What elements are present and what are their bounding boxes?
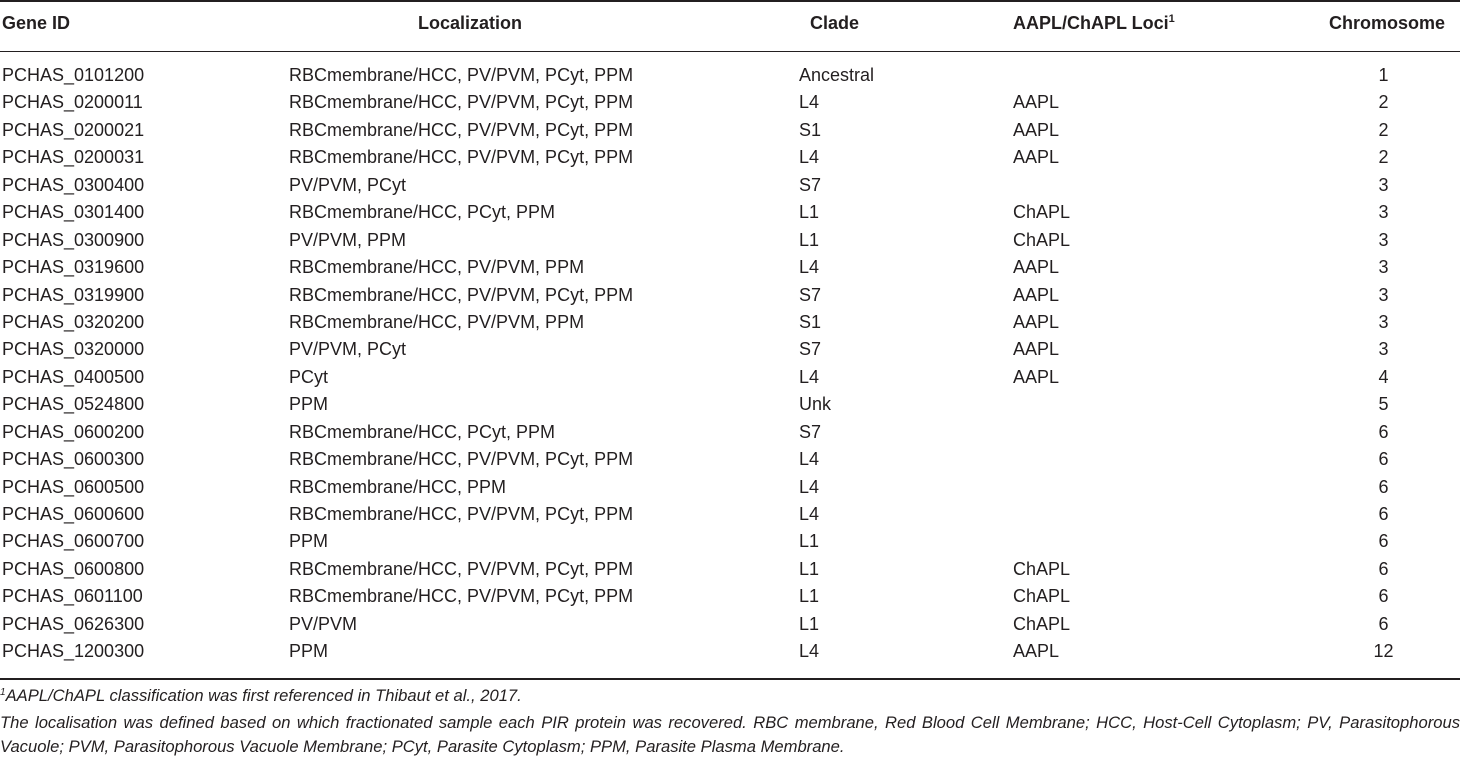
cell-gene-id: PCHAS_0319600 — [2, 257, 145, 278]
table-row — [0, 501, 1460, 528]
table-row — [0, 419, 1460, 446]
header-clade: Clade — [810, 13, 860, 33]
cell-gene-id: PCHAS_0319900 — [2, 284, 145, 305]
cell-loci: AAPL — [1013, 147, 1060, 168]
footnote-1 — [0, 684, 1460, 711]
header-chromosome: Chromosome — [1329, 13, 1446, 33]
table-row — [0, 89, 1460, 116]
cell-localization: RBCmembrane/HCC, PV/PVM, PCyt, PPM — [289, 284, 634, 305]
cell-clade: S7 — [799, 421, 822, 442]
cell-gene-id: PCHAS_0600700 — [2, 531, 145, 552]
cell-localization: RBCmembrane/HCC, PPM — [289, 476, 507, 497]
cell-clade: S1 — [799, 311, 822, 332]
footnote-2: The localisation was defined based on which fractionated sample each PIR protein was recovered. RBC membrane, Red Blood Cell Membrane; HCC, Host-Cell Cytoplasm; PV, Parasitophorous Vacuole; PVM, Parasitophorous Vacuole Membrane; PCyt, Parasite Cytoplasm; PPM, Parasite Plasma Membrane. — [0, 713, 1460, 756]
cell-gene-id: PCHAS_0301400 — [2, 202, 145, 223]
cell-clade: S1 — [799, 119, 822, 140]
table-row — [0, 528, 1460, 555]
table-row — [0, 254, 1460, 281]
cell-gene-id: PCHAS_0600200 — [2, 421, 145, 442]
footnote-1-text: AAPL/ChAPL classification was first referenced in Thibaut et al., 2017. — [5, 686, 522, 705]
footnote-1-marker: 1 — [0, 687, 6, 698]
cell-clade: L1 — [799, 558, 820, 579]
table-row — [0, 144, 1460, 171]
cell-clade: L1 — [799, 229, 820, 250]
cell-chromosome: 6 — [1378, 504, 1389, 524]
header-loci-footnote-marker: 1 — [1168, 13, 1175, 25]
cell-gene-id: PCHAS_0600500 — [2, 476, 145, 497]
cell-gene-id: PCHAS_0320200 — [2, 311, 145, 332]
cell-gene-id: PCHAS_0300900 — [2, 229, 145, 250]
header-loci-label: AAPL/ChAPL Loci — [1013, 13, 1169, 33]
cell-clade: L1 — [799, 202, 820, 223]
cell-clade: L4 — [799, 641, 820, 662]
cell-chromosome: 3 — [1378, 202, 1389, 223]
cell-gene-id: PCHAS_0320000 — [2, 339, 145, 360]
cell-localization: PV/PVM — [289, 613, 358, 634]
cell-chromosome: 3 — [1378, 311, 1389, 332]
cell-chromosome: 5 — [1378, 394, 1389, 415]
table-row — [0, 199, 1460, 226]
cell-loci: ChAPL — [1013, 586, 1071, 607]
cell-localization: PV/PVM, PPM — [289, 229, 407, 250]
cell-loci: AAPL — [1013, 311, 1060, 332]
cell-clade: L4 — [799, 257, 820, 278]
cell-gene-id: PCHAS_0626300 — [2, 613, 145, 634]
cell-localization: PCyt — [289, 366, 329, 387]
cell-localization: RBCmembrane/HCC, PCyt, PPM — [289, 202, 556, 223]
cell-clade: L4 — [799, 147, 820, 168]
cell-localization: RBCmembrane/HCC, PV/PVM, PCyt, PPM — [289, 119, 634, 140]
cell-loci: AAPL — [1013, 92, 1060, 113]
cell-clade: S7 — [799, 339, 822, 360]
cell-clade: S7 — [799, 284, 822, 305]
header-gene-id: Gene ID — [2, 13, 71, 33]
table-body — [0, 62, 1460, 666]
table-row — [0, 227, 1460, 254]
cell-gene-id: PCHAS_0601100 — [2, 586, 143, 607]
cell-loci: AAPL — [1013, 284, 1060, 305]
cell-loci: ChAPL — [1013, 202, 1071, 223]
cell-loci: AAPL — [1013, 366, 1060, 387]
table-row — [0, 117, 1460, 144]
cell-gene-id: PCHAS_0200021 — [2, 119, 145, 140]
cell-chromosome: 6 — [1378, 476, 1389, 497]
cell-clade: L4 — [799, 92, 820, 113]
cell-chromosome: 2 — [1378, 119, 1389, 140]
cell-chromosome: 2 — [1378, 92, 1389, 113]
table-row — [0, 364, 1460, 391]
cell-localization: PV/PVM, PCyt — [289, 174, 407, 195]
cell-localization: PPM — [289, 394, 329, 415]
cell-chromosome: 6 — [1378, 421, 1389, 442]
table-row — [0, 556, 1460, 583]
cell-chromosome: 6 — [1378, 449, 1389, 470]
cell-gene-id: PCHAS_0200011 — [2, 92, 143, 113]
cell-gene-id: PCHAS_0101200 — [2, 65, 145, 85]
cell-gene-id: PCHAS_1200300 — [2, 641, 145, 662]
cell-clade: Unk — [799, 394, 832, 415]
cell-localization: PPM — [289, 531, 329, 552]
cell-clade: L4 — [799, 476, 820, 497]
cell-chromosome: 1 — [1378, 65, 1389, 85]
cell-loci: AAPL — [1013, 339, 1060, 360]
table-bottom-rule — [0, 678, 1460, 680]
cell-chromosome: 6 — [1378, 558, 1389, 579]
cell-chromosome: 3 — [1378, 174, 1389, 195]
cell-gene-id: PCHAS_0600600 — [2, 504, 145, 524]
cell-clade: L1 — [799, 586, 820, 607]
cell-gene-id: PCHAS_0200031 — [2, 147, 145, 168]
cell-chromosome: 6 — [1378, 586, 1389, 607]
cell-chromosome: 3 — [1378, 284, 1389, 305]
cell-localization: RBCmembrane/HCC, PV/PVM, PCyt, PPM — [289, 558, 634, 579]
cell-loci: AAPL — [1013, 257, 1060, 278]
cell-loci: ChAPL — [1013, 613, 1071, 634]
cell-chromosome: 2 — [1378, 147, 1389, 168]
cell-gene-id: PCHAS_0400500 — [2, 366, 145, 387]
header-loci — [1013, 13, 1175, 34]
table-row — [0, 638, 1460, 665]
cell-localization: RBCmembrane/HCC, PV/PVM, PCyt, PPM — [289, 92, 634, 113]
cell-chromosome: 12 — [1373, 641, 1394, 662]
cell-clade: L4 — [799, 449, 820, 470]
cell-localization: RBCmembrane/HCC, PV/PVM, PCyt, PPM — [289, 147, 634, 168]
cell-loci: AAPL — [1013, 119, 1060, 140]
table-row — [0, 391, 1460, 418]
cell-localization: RBCmembrane/HCC, PV/PVM, PCyt, PPM — [289, 65, 634, 85]
cell-chromosome: 3 — [1378, 229, 1389, 250]
table-row — [0, 336, 1460, 363]
cell-localization: RBCmembrane/HCC, PV/PVM, PCyt, PPM — [289, 449, 634, 470]
cell-chromosome: 6 — [1378, 613, 1389, 634]
cell-clade: Ancestral — [799, 65, 875, 85]
table-row — [0, 583, 1460, 610]
table-footnotes — [0, 684, 1460, 759]
cell-gene-id: PCHAS_0600800 — [2, 558, 145, 579]
cell-localization: RBCmembrane/HCC, PV/PVM, PCyt, PPM — [289, 586, 634, 607]
cell-chromosome: 3 — [1378, 257, 1389, 278]
cell-clade: L1 — [799, 613, 820, 634]
cell-localization: RBCmembrane/HCC, PV/PVM, PPM — [289, 311, 585, 332]
cell-clade: L1 — [799, 531, 820, 552]
cell-gene-id: PCHAS_0600300 — [2, 449, 145, 470]
table-row — [0, 309, 1460, 336]
cell-loci: ChAPL — [1013, 229, 1071, 250]
cell-gene-id: PCHAS_0524800 — [2, 394, 145, 415]
table-header-rule — [0, 51, 1460, 52]
cell-gene-id: PCHAS_0300400 — [2, 174, 145, 195]
cell-clade: S7 — [799, 174, 822, 195]
table-row — [0, 446, 1460, 473]
cell-localization: RBCmembrane/HCC, PCyt, PPM — [289, 421, 556, 442]
cell-chromosome: 3 — [1378, 339, 1389, 360]
table-row — [0, 172, 1460, 199]
table-row — [0, 611, 1460, 638]
header-localization: Localization — [418, 13, 523, 33]
table-row — [0, 62, 1460, 89]
cell-loci: ChAPL — [1013, 558, 1071, 579]
table-row — [0, 282, 1460, 309]
cell-localization: RBCmembrane/HCC, PV/PVM, PPM — [289, 257, 585, 278]
cell-chromosome: 6 — [1378, 531, 1389, 552]
table-header — [0, 0, 1460, 51]
cell-localization: RBCmembrane/HCC, PV/PVM, PCyt, PPM — [289, 504, 634, 524]
cell-localization: PV/PVM, PCyt — [289, 339, 407, 360]
table-row — [0, 474, 1460, 501]
cell-clade: L4 — [799, 366, 820, 387]
cell-chromosome: 4 — [1378, 366, 1389, 387]
cell-localization: PPM — [289, 641, 329, 662]
cell-clade: L4 — [799, 504, 820, 524]
cell-loci: AAPL — [1013, 641, 1060, 662]
